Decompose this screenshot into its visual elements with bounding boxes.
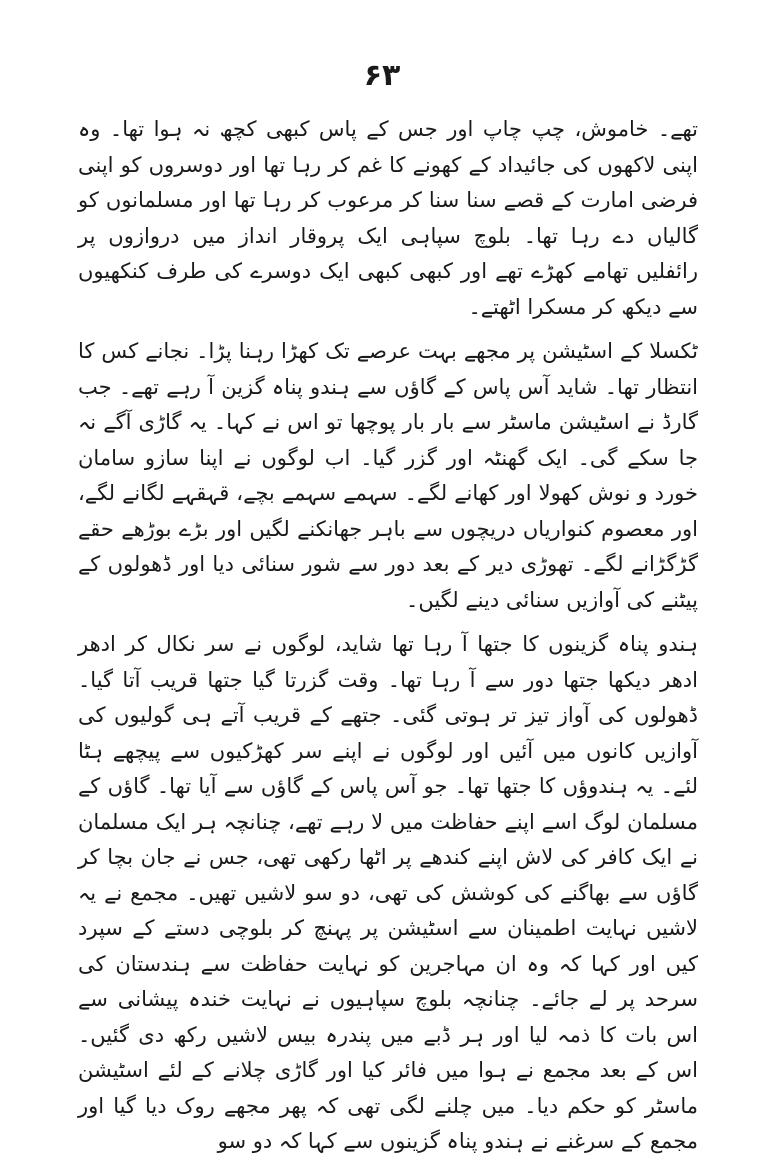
paragraph-3: ہندو پناہ گزینوں کا جتھا آ رہا تھا شاید، لوگوں نے سر نکال کر ادھر ادھر دیکھا جتھا دور سے آ رہا تھا۔ وقت گزرتا گیا جتھا قریب آتا گیا۔ ڈھولوں کی آواز تیز تر ہوتی گئی۔ جتھے کے قریب آتے ہی گولیوں کی آوازیں کانوں میں آئیں اور لوگوں نے اپنے سر کھڑکیوں سے پیچھے ہٹا لئے۔ یہ ہندوؤں کا جتھا تھا۔ جو آس پاس کے گاؤں سے آیا تھا۔ گاؤں کے مسلمان لوگ اسے اپنے حفاظت میں لا رہے تھے، چنانچہ ہر ایک مسلمان نے ایک کافر کی لاش اپنے کندھے پر اٹھا رکھی تھی، جس نے جان بچا کر گاؤں سے بھاگنے کی کوشش کی تھی، دو سو لاشیں تھیں۔ مجمع نے یہ لاشیں نہایت اطمینان سے اسٹیشن پر پہنچ کر بلوچی دستے کے سپرد کیں اور کہا کہ وہ ان مہاجرین کو نہایت حفاظت سے ہندستان کی سرحد پر لے جائے۔ چنانچہ بلوچ سپاہیوں نے نہایت خندہ پیشانی سے اس بات کا ذمہ لیا اور ہر ڈبے میں پندرہ بیس لاشیں رکھ دی گئیں۔ اس کے بعد مجمع نے ہوا میں فائر کیا اور گاڑی چلانے کے لئے اسٹیشن ماسٹر کو حکم دیا۔ میں چلنے لگی تھی کہ پھر مجھے روک دیا گیا اور مجمع کے سرغنے نے ہندو پناہ گزینوں سے کہا کہ دو سو <box>78 632 698 1153</box>
paragraph-1: تھے۔ خاموش، چپ چاپ اور جس کے پاس کبھی کچھ نہ ہوا تھا۔ وہ اپنی لاکھوں کی جائیداد کے کھونے کا غم کر رہا تھا اور دوسروں کو اپنی فرضی امارت کے قصے سنا سنا کر مرعوب کر رہا تھا اور مسلمانوں کو گالیاں دے رہا تھا۔ بلوچ سپاہی ایک پروقار انداز میں دروازوں پر رائفلیں تھامے کھڑے تھے اور کبھی کبھی ایک دوسرے کی طرف کنکھیوں سے دیکھ کر مسکرا اٹھتے۔ <box>78 117 698 319</box>
body-text <box>78 112 698 1160</box>
page-number: ۶۳ <box>363 58 401 93</box>
paragraph-2: ٹکسلا کے اسٹیشن پر مجھے بہت عرصے تک کھڑا رہنا پڑا۔ نجانے کس کا انتظار تھا۔ شاید آس پاس کے گاؤں سے ہندو پناہ گزین آ رہے تھے۔ جب گارڈ نے اسٹیشن ماسٹر سے بار بار پوچھا تو اس نے کہا۔ یہ گاڑی آگے نہ جا سکے گی۔ ایک گھنٹہ اور گزر گیا۔ اب لوگوں نے اپنا سازو سامان خورد و نوش کھولا اور کھانے لگے۔ سہمے سہمے بچے، قہقہے لگانے لگے، اور معصوم کنواریاں دریچوں سے باہر جھانکنے لگیں اور بڑے بوڑھے حقے گڑگڑانے لگے۔ تھوڑی دیر کے بعد دور سے شور سنائی دیا اور ڈھولوں کے پیٹنے کی آوازیں سنائی دینے لگیں۔ <box>78 339 698 612</box>
